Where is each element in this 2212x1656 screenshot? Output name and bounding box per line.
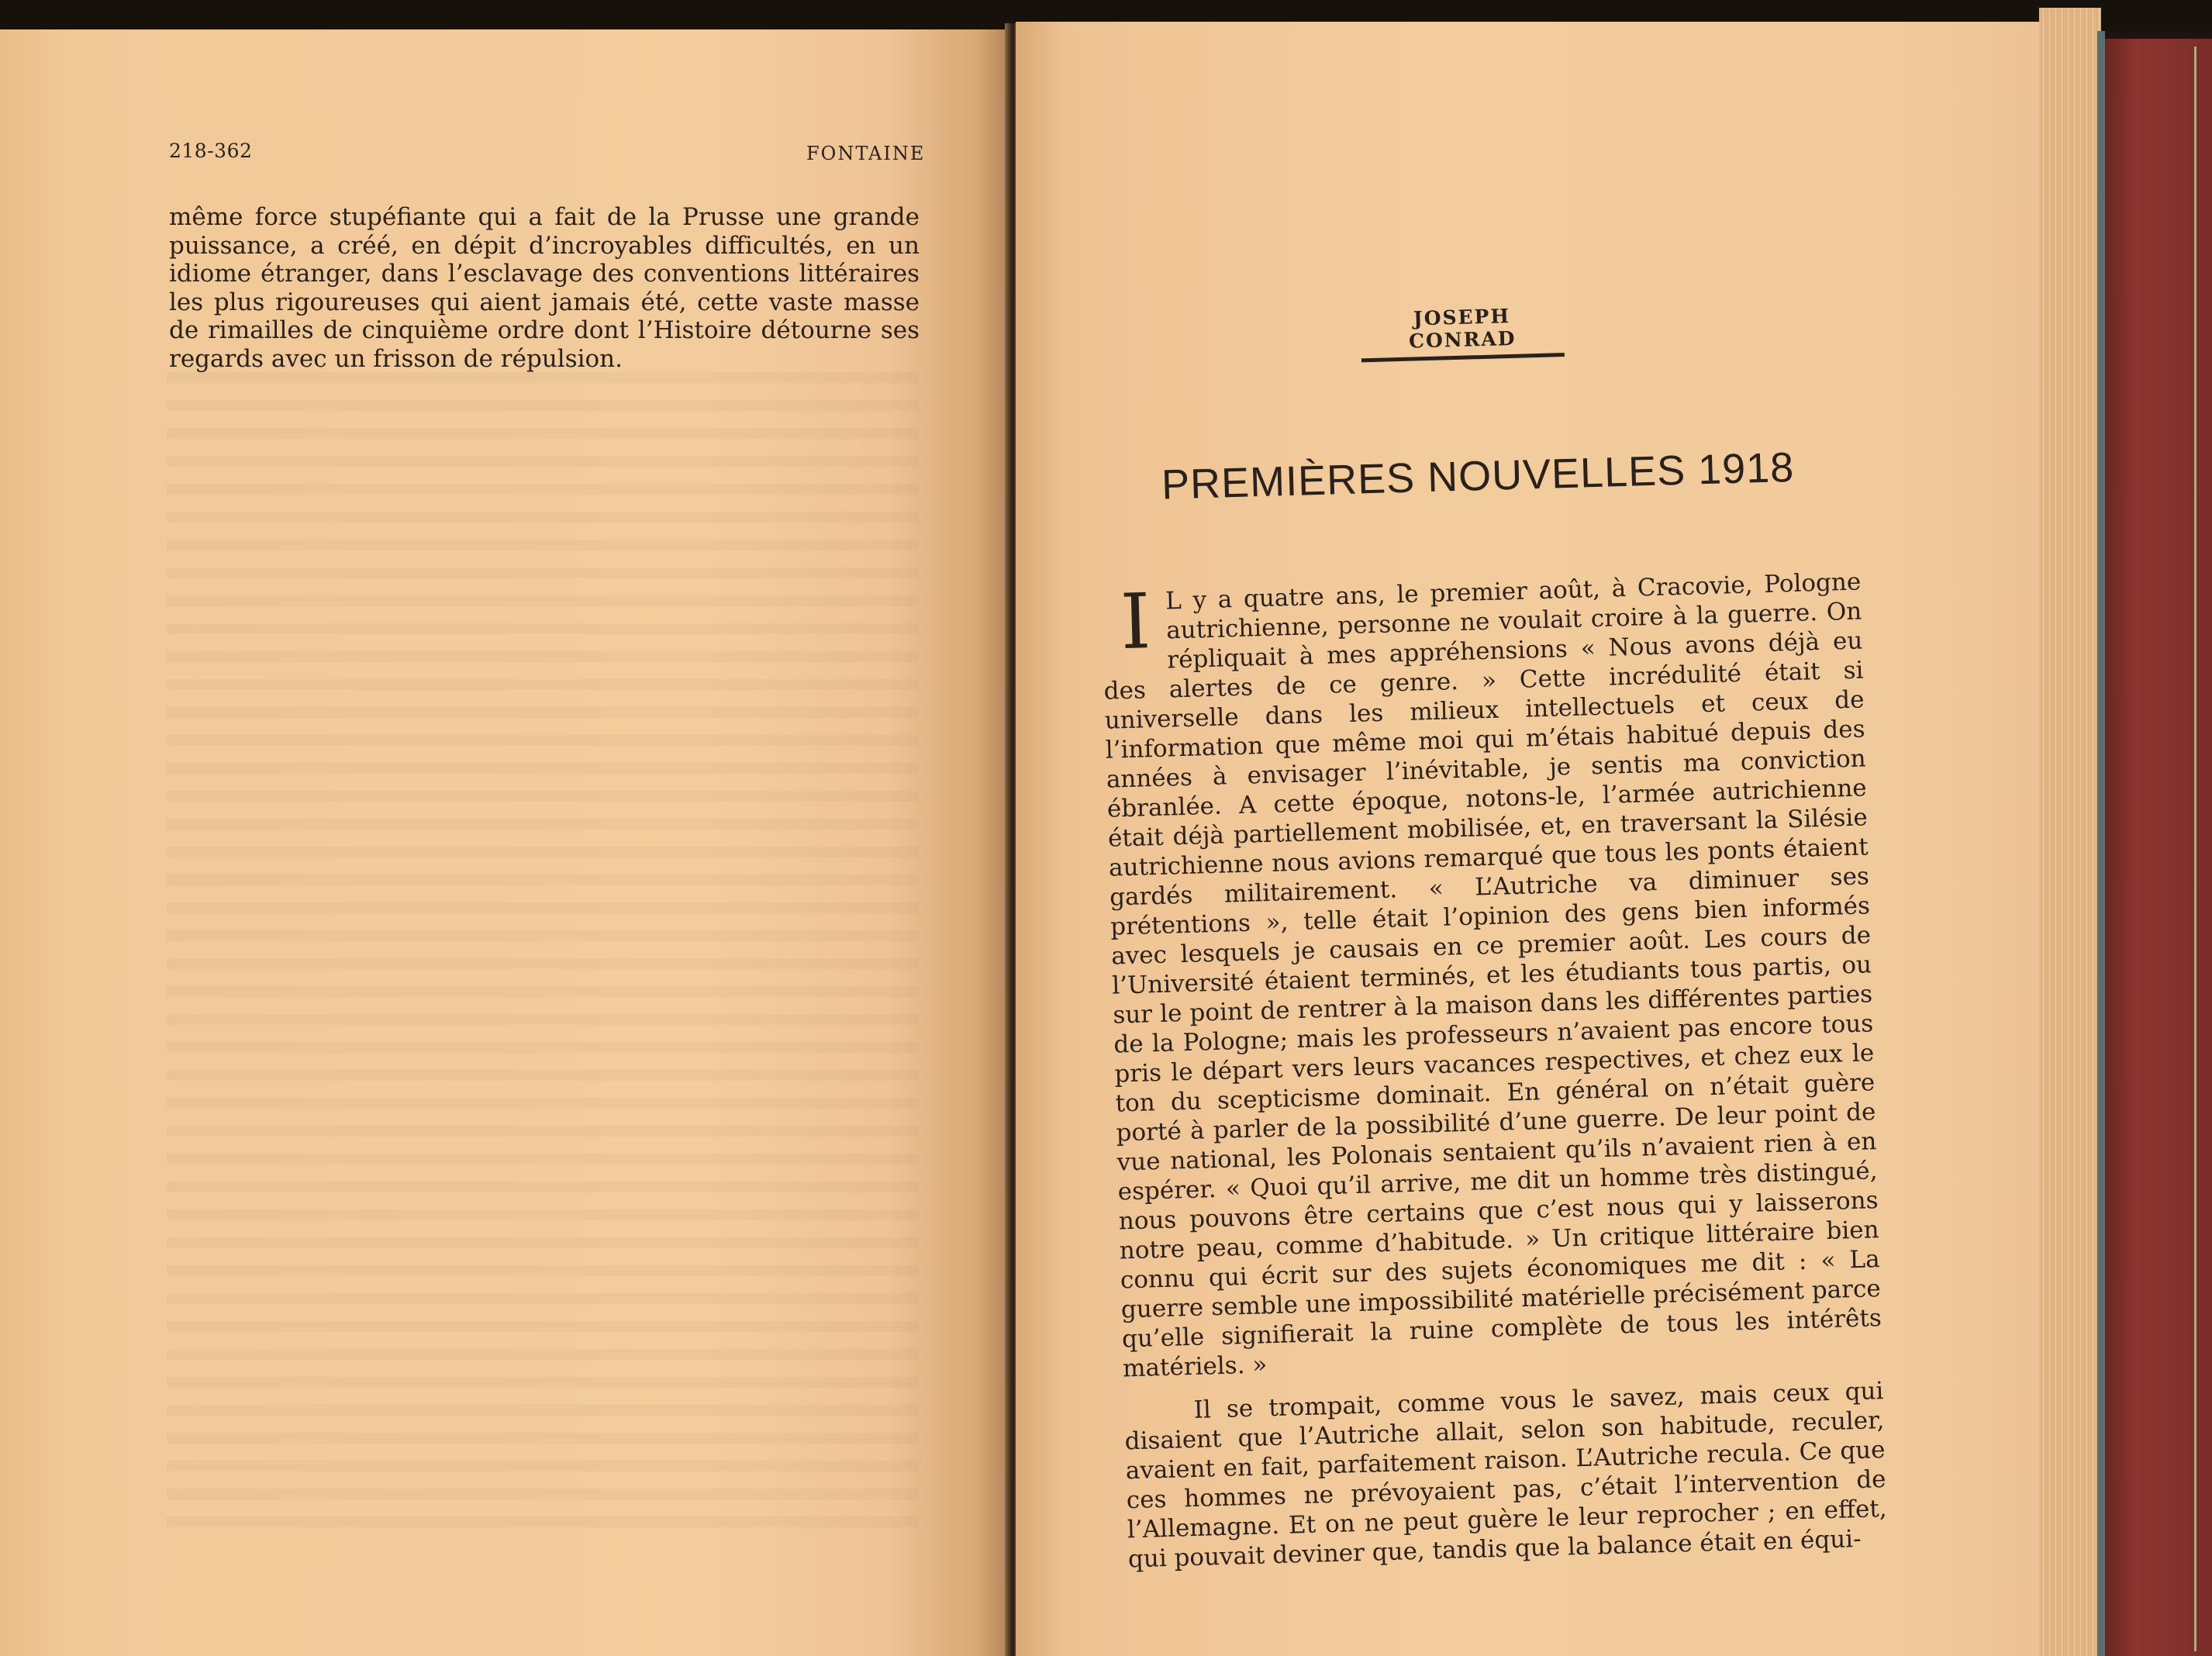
left-page-body	[169, 203, 920, 373]
left-paragraph: même force stupéfiante qui a fait de la Prusse une grande puissance, a créé, en dépit d’incroyables difficultés, en un idiome étranger, dans l’esclavage des conventions littéraires les plus rigoureuses qui aient jamais été, cette vaste masse de rimailles de cinquième ordre dont l’Histoire détourne ses regards avec un frisson de répulsion.	[169, 203, 920, 373]
article-paragraph: Il se trompait, comme vous le savez, mais ceux qui disaient que l’Autriche allait, selon son habitude, reculer, avaient en fait, parfaitement raison. L’Autriche recula. Ce que ces hommes ne prévoyaient pas, c’était l’intervention de l’Allemagne. Et on ne peut guère le leur reprocher ; en effet, qui pouvait deviner que, tandis que la balance était en équi-	[1124, 1377, 1888, 1574]
article-author: JOSEPH CONRAD	[1360, 303, 1565, 362]
page-number: 218-362	[169, 140, 253, 162]
article-body	[1101, 567, 1888, 1574]
article-paragraph	[1101, 567, 1882, 1383]
page-edge-shadow	[2097, 31, 2105, 1656]
drop-cap: I	[1119, 578, 1152, 668]
page-block-edges	[2039, 8, 2101, 1656]
bleed-through-texture	[167, 372, 919, 1535]
article-title: PREMIÈRES NOUVELLES 1918	[1161, 443, 1796, 509]
cover-border-line	[2194, 47, 2196, 1651]
right-page-content	[1093, 289, 1888, 1575]
paragraph-1-text: L y a quatre ans, le premier août, à Cracovie, Pologne autrichienne, personne ne voulait croire à la guerre. On répliquait à mes appréhensions « Nous avons déjà eu des alertes de ce genre. » Cette incrédulité était si universelle dans les milieux intellectuels et ceux de l’information que même moi qui m’étais habitué depuis des années à envisager l’inévitable, je sentis ma conviction ébranlée. A cette époque, notons-le, l’armée autrichienne était déjà partiellement mobilisée, et, en traversant la Silésie autrichienne nous avions remarqué que tous les ponts étaient gardés militairement. « L’Autriche va diminuer ses prétentions », telle était l’opinion des gens bien informés avec lesquels je causais en ce premier août. Les cours de l’Université étaient terminés, et les étudiants tous partis, ou sur le point de rentrer à la maison dans les différentes parties de la Pologne; mais les professeurs n’avaient pas encore tous pris le départ vers leurs vacances respectives, et chez eux le ton du scepticisme dominait. En général on n’était guère porté à parler de la possibilité d’une guerre. De leur point de vue national, les Polonais sentaient qu’ils n’avaient rien à en espérer. « Quoi qu’il arrive, me dit un homme très distingué, nous pouvons être certains que c’est nous qui y laisserons notre peau, comme d’habitude. » Un critique littéraire bien connu qui écrit sur des sujets économiques me dit : « La guerre semble une impossibilité matérielle précisément parce qu’elle signifierait la ruine complète de tous les intérêts matériels. »	[1103, 568, 1882, 1383]
running-head-title: FONTAINE	[806, 143, 926, 164]
